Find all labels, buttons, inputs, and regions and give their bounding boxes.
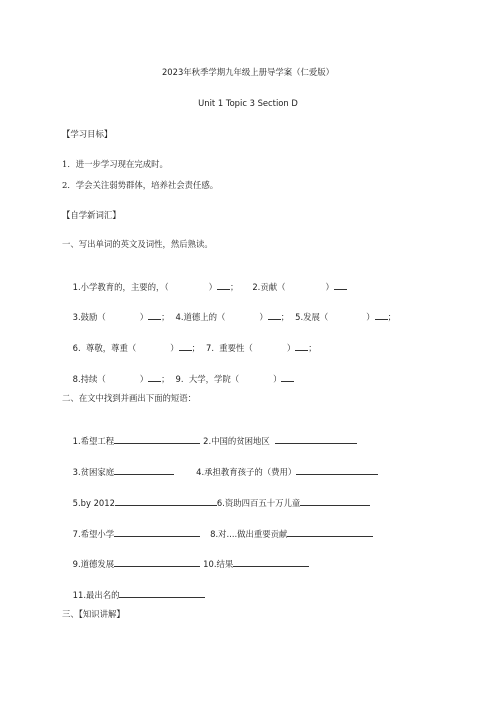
vocab-row: 3.鼓励（ ） ； 4.道德上的（ ） ； 5.发展（ ） ； (72, 312, 397, 322)
phrase-prompt: 11.最出名的 (72, 590, 120, 600)
vocab-row: 8.持续（ ） ； 9. 大学，学院（ ） (62, 361, 294, 397)
vocab-prompt: 6. 尊敬，尊重（ (72, 343, 137, 353)
answer-blank[interactable] (119, 589, 205, 598)
phrase-prompt: 3.贫困家庭 (72, 467, 115, 477)
answer-blank[interactable] (287, 528, 373, 537)
answer-blank[interactable] (268, 311, 281, 320)
objective-item: 2．学会关注弱势群体，培养社会责任感。 (62, 180, 219, 190)
phrase-prompt: 9.道德发展 (72, 559, 115, 569)
phrase-prompt: 7.希望小学 (72, 529, 115, 539)
task1-title: 一、写出单词的英文及词性，然后熟读。 (62, 239, 213, 249)
phrase-prompt: 2.中国的贫困地区 (203, 436, 270, 446)
vocab-prompt: 5.发展（ (295, 312, 329, 322)
answer-blank[interactable] (115, 497, 217, 506)
vocab-prompt: 9. 大学，学院（ (175, 374, 240, 384)
objectives-heading: 【学习目标】 (62, 129, 113, 139)
answer-blank[interactable] (114, 466, 174, 475)
answer-blank[interactable] (375, 311, 388, 320)
vocab-prompt: 1.小学教育的，主要的，（ (72, 282, 169, 292)
vocab-prompt: 2.贡献（ (252, 282, 286, 292)
answer-blank[interactable] (275, 435, 357, 444)
answer-blank[interactable] (114, 528, 200, 537)
phrase-prompt: 10.结果 (203, 559, 234, 569)
answer-blank[interactable] (148, 373, 161, 382)
phrase-prompt: 5.by 2012 (72, 498, 115, 508)
vocab-prompt: 8.持续（ (72, 374, 106, 384)
vocab-prompt: 3.鼓励（ (72, 312, 106, 322)
vocab-row: 1.小学教育的，主要的，（ ） ； 2.贡献（ ） (62, 269, 347, 305)
document-subtitle: Unit 1 Topic 3 Section D (198, 98, 298, 108)
answer-blank[interactable] (114, 558, 200, 567)
phrase-prompt: 4.承担教育孩子的（费用） (196, 467, 297, 477)
vocab-prompt: 7. 重要性（ (205, 343, 253, 353)
answer-blank[interactable] (148, 311, 161, 320)
answer-blank[interactable] (334, 281, 347, 290)
document-title: 2023年秋季学期九年级上册导学案（仁爱版） (161, 67, 335, 77)
task3-title: 三、【知识讲解】 (62, 609, 125, 619)
answer-blank[interactable] (296, 466, 378, 475)
answer-blank[interactable] (179, 342, 192, 351)
objective-item: 1．进一步学习现在完成时。 (62, 159, 168, 169)
phrase-prompt: 1.希望工程 (72, 436, 115, 446)
vocab-prompt: 4.道德上的（ (175, 312, 226, 322)
answer-blank[interactable] (114, 435, 200, 444)
answer-blank[interactable] (295, 342, 308, 351)
phrase-prompt: 6.资助四百五十万儿童 (216, 498, 301, 508)
answer-blank[interactable] (217, 281, 230, 290)
task2-title: 二、在文中找到并画出下面的短语： (62, 393, 196, 403)
phrase-prompt: 8.对....做出重要贡献 (210, 529, 288, 539)
vocab-row: 6. 尊敬，尊重（ ） ； 7. 重要性（ ） ； (72, 343, 317, 353)
vocab-heading: 【自学新词汇】 (62, 210, 121, 220)
answer-blank[interactable] (281, 373, 294, 382)
answer-blank[interactable] (300, 497, 370, 506)
answer-blank[interactable] (233, 558, 309, 567)
